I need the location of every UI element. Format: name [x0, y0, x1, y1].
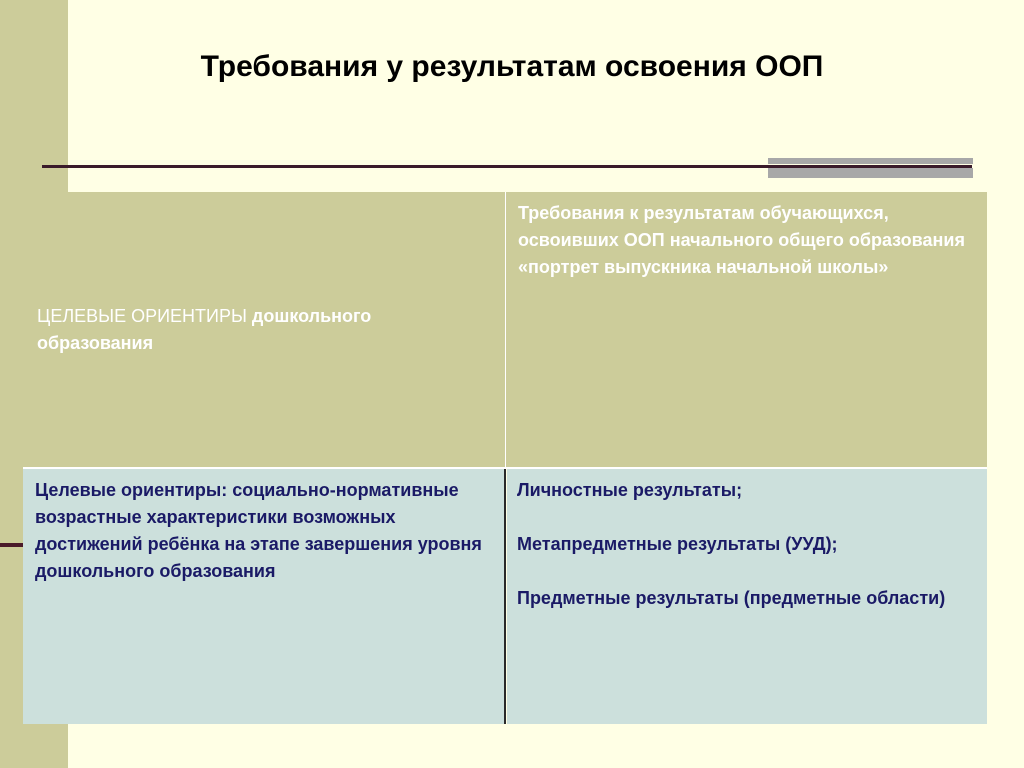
- title-rule: [42, 165, 972, 168]
- body-cell-right: [507, 469, 987, 724]
- body-left-text: Целевые ориентиры: социально-нормативные возрастные характеристики возможных достижений ребёнка на этапе завершения уровня дошкольного образования: [35, 480, 482, 581]
- title-rule-grey-block: [768, 158, 973, 178]
- header-left-rest: дошкольного образования: [37, 306, 372, 353]
- header-left-caps: ЦЕЛЕВЫЕ ОРИЕНТИРЫ: [37, 306, 247, 326]
- header-left-text: [37, 303, 491, 357]
- result-item-metasubject: Метапредметные результаты (УУД);: [517, 534, 838, 554]
- body-cell-left: [23, 469, 506, 724]
- list-gap: [517, 504, 977, 531]
- result-item-subject: Предметные результаты (предметные области): [517, 588, 946, 608]
- result-item-personal: Личностные результаты;: [517, 480, 743, 500]
- header-cell-right: [506, 192, 987, 468]
- list-gap: [517, 558, 977, 585]
- header-right-text: Требования к результатам обучающихся, освоивших ООП начального общего образования «портрет выпускника начальной школы»: [518, 203, 965, 277]
- header-cell-left: [23, 192, 506, 468]
- slide-title: Требования у результатам освоения ООП: [200, 50, 824, 83]
- left-accent-line: [0, 543, 24, 547]
